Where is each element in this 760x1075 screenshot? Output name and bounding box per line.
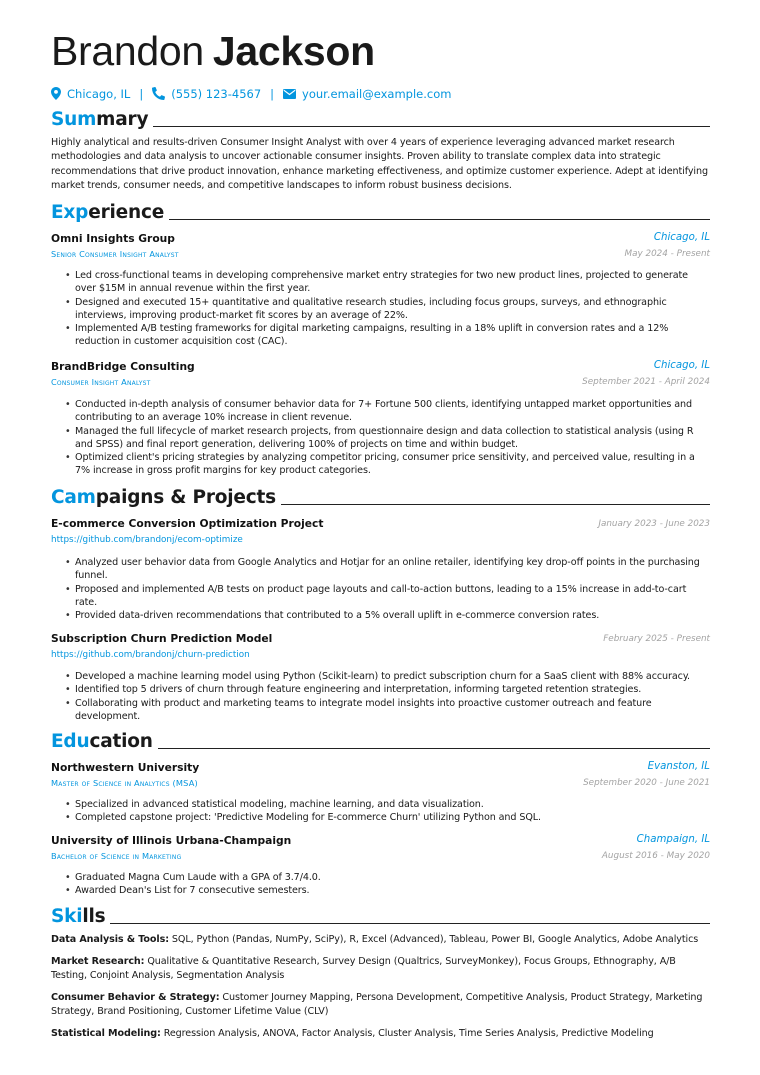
list-item: • Conducted in-depth analysis of consumer behavior data for 7+ Fortune 500 clients, identifying untapped market opportunities and contributing to an average 10% increase in client revenue. bbox=[65, 398, 710, 425]
job-dates: September 2021 - April 2024 bbox=[582, 377, 710, 387]
list-item: • Developed a machine learning model using Python (Scikit-learn) to predict subscription churn for a SaaS client with 88% accuracy. bbox=[65, 670, 710, 683]
job-location: Chicago, IL bbox=[653, 360, 710, 371]
project-dates: January 2023 - June 2023 bbox=[598, 519, 710, 529]
experience-heading: Experience bbox=[51, 200, 710, 224]
school-name: University of Illinois Urbana-Champaign bbox=[51, 834, 292, 847]
project-link[interactable]: https://github.com/brandonj/ecom-optimize bbox=[51, 535, 243, 545]
project-dates: February 2025 - Present bbox=[603, 634, 710, 644]
education-dates: September 2020 - June 2021 bbox=[583, 778, 710, 788]
company-name: Omni Insights Group bbox=[51, 232, 175, 245]
list-item: • Collaborating with product and marketing teams to integrate model insights into proactive customer outreach and feature development. bbox=[65, 697, 710, 724]
skill-row bbox=[51, 955, 710, 984]
experience-entry-header bbox=[51, 232, 710, 262]
skill-value: Regression Analysis, ANOVA, Factor Analysis, Cluster Analysis, Time Series Analysis, Predictive Modeling bbox=[163, 1028, 654, 1039]
experience-bullets bbox=[65, 269, 710, 349]
summary-heading: Summary bbox=[51, 107, 710, 131]
project-entry-header bbox=[51, 517, 710, 547]
degree-title: Bachelor of Science in Marketing bbox=[51, 851, 182, 861]
phone-icon bbox=[152, 87, 165, 100]
contact-separator: | bbox=[139, 86, 144, 101]
skills-heading: Skills bbox=[51, 904, 710, 928]
skill-row bbox=[51, 1027, 710, 1041]
contact-phone[interactable] bbox=[152, 87, 261, 101]
skill-value: Qualitative & Quantitative Research, Survey Design (Qualtrics, SurveyMonkey), Focus Groups, Ethnography, A/B Testing, Conjoint Analysis, Segmentation Analysis bbox=[51, 956, 676, 982]
job-location: Chicago, IL bbox=[653, 232, 710, 243]
skill-value: Customer Journey Mapping, Persona Development, Competitive Analysis, Product Strategy, Marketing Strategy, Brand Positioning, Customer Lifetime Value (CLV) bbox=[51, 992, 703, 1018]
degree-title: Master of Science in Analytics (MSA) bbox=[51, 778, 198, 788]
section-rule bbox=[110, 923, 710, 924]
list-item: • Managed the full lifecycle of market research projects, from questionnaire design and data collection to statistical analysis (using R and SPSS) and final report generation, delivering 100% of projects on time and within budget. bbox=[65, 425, 710, 452]
list-item: • Graduated Magna Cum Laude with a GPA of 3.7/4.0. bbox=[65, 871, 710, 884]
job-title: Senior Consumer Insight Analyst bbox=[51, 249, 179, 259]
contact-location bbox=[51, 87, 130, 101]
skill-row bbox=[51, 991, 710, 1020]
last-name: Jackson bbox=[212, 28, 375, 74]
list-item: • Proposed and implemented A/B tests on product page layouts and call-to-action buttons, leading to a 15% increase in add-to-cart rate. bbox=[65, 583, 710, 610]
skill-label: Consumer Behavior & Strategy: bbox=[51, 992, 220, 1003]
list-item: • Provided data-driven recommendations that contributed to a 5% overall uplift in e-commerce conversion rates. bbox=[65, 609, 710, 622]
candidate-name bbox=[51, 28, 375, 74]
skill-row bbox=[51, 933, 710, 947]
project-entry-header bbox=[51, 632, 710, 662]
contact-email[interactable] bbox=[283, 87, 451, 101]
list-item: • Awarded Dean's List for 7 consecutive semesters. bbox=[65, 884, 710, 897]
summary-text: Highly analytical and results-driven Consumer Insight Analyst with over 4 years of experience leveraging advanced market research methodologies and data analysis to uncover actionable consumer insights. Proven ability to translate complex data into strategic recommendations that drive product innovation, enhance marketing effectiveness, and optimize customer experience. Adept at identifying market trends, consumer needs, and competitive landscapes to inform robust business decisions. bbox=[51, 137, 708, 191]
skill-label: Statistical Modeling: bbox=[51, 1028, 161, 1039]
list-item: • Implemented A/B testing frameworks for digital marketing campaigns, resulting in a 18% uplift in conversion rates and a 12% reduction in customer acquisition cost (CAC). bbox=[65, 322, 710, 349]
list-item: • Analyzed user behavior data from Google Analytics and Hotjar for an online retailer, identifying key drop-off points in the purchasing funnel. bbox=[65, 556, 710, 583]
section-rule bbox=[281, 504, 710, 505]
education-bullets bbox=[65, 798, 710, 825]
list-item: • Optimized client's pricing strategies by analyzing competitor pricing, consumer price sensitivity, and perceived value, resulting in a 7% increase in gross profit margins for key product categories. bbox=[65, 451, 710, 478]
school-location: Evanston, IL bbox=[647, 761, 710, 772]
skill-label: Data Analysis & Tools: bbox=[51, 934, 169, 945]
section-rule bbox=[158, 748, 710, 749]
list-item: • Completed capstone project: 'Predictive Modeling for E-commerce Churn' utilizing Python and SQL. bbox=[65, 811, 710, 824]
phone-text: (555) 123-4567 bbox=[171, 86, 262, 101]
project-name: E-commerce Conversion Optimization Project bbox=[51, 517, 324, 530]
location-text: Chicago, IL bbox=[67, 86, 131, 101]
education-entry-header bbox=[51, 834, 710, 864]
project-bullets bbox=[65, 670, 710, 723]
envelope-icon bbox=[283, 89, 296, 99]
skill-value: SQL, Python (Pandas, NumPy, SciPy), R, Excel (Advanced), Tableau, Power BI, Google Analytics, Adobe Analytics bbox=[171, 934, 699, 945]
education-dates: August 2016 - May 2020 bbox=[601, 851, 710, 861]
section-rule bbox=[153, 126, 710, 127]
experience-bullets bbox=[65, 398, 710, 478]
school-name: Northwestern University bbox=[51, 761, 200, 774]
job-title: Consumer Insight Analyst bbox=[51, 377, 151, 387]
projects-heading: Campaigns & Projects bbox=[51, 485, 710, 509]
list-item: • Designed and executed 15+ quantitative and qualitative research studies, including focus groups, surveys, and ethnographic interviews, improving product-market fit scores by an average of 22%. bbox=[65, 296, 710, 323]
education-bullets bbox=[65, 871, 710, 898]
project-link[interactable]: https://github.com/brandonj/churn-prediction bbox=[51, 650, 250, 660]
email-text: your.email@example.com bbox=[302, 86, 452, 101]
map-marker-icon bbox=[51, 87, 61, 100]
skill-label: Market Research: bbox=[51, 956, 145, 967]
education-entry-header bbox=[51, 761, 710, 791]
company-name: BrandBridge Consulting bbox=[51, 360, 195, 373]
education-heading: Education bbox=[51, 729, 710, 753]
contact-separator: | bbox=[270, 86, 275, 101]
school-location: Champaign, IL bbox=[636, 834, 710, 845]
project-bullets bbox=[65, 556, 710, 622]
list-item: • Specialized in advanced statistical modeling, machine learning, and data visualization. bbox=[65, 798, 710, 811]
experience-entry-header bbox=[51, 360, 710, 390]
list-item: • Led cross-functional teams in developing comprehensive market entry strategies for two new product lines, projected to generate over $15M in annual revenue within the first year. bbox=[65, 269, 710, 296]
first-name: Brandon bbox=[51, 28, 204, 74]
project-name: Subscription Churn Prediction Model bbox=[51, 632, 273, 645]
section-rule bbox=[169, 219, 710, 220]
job-dates: May 2024 - Present bbox=[624, 249, 710, 259]
contact-bar bbox=[51, 85, 451, 102]
list-item: • Identified top 5 drivers of churn through feature engineering and interpretation, informing targeted retention strategies. bbox=[65, 683, 710, 696]
